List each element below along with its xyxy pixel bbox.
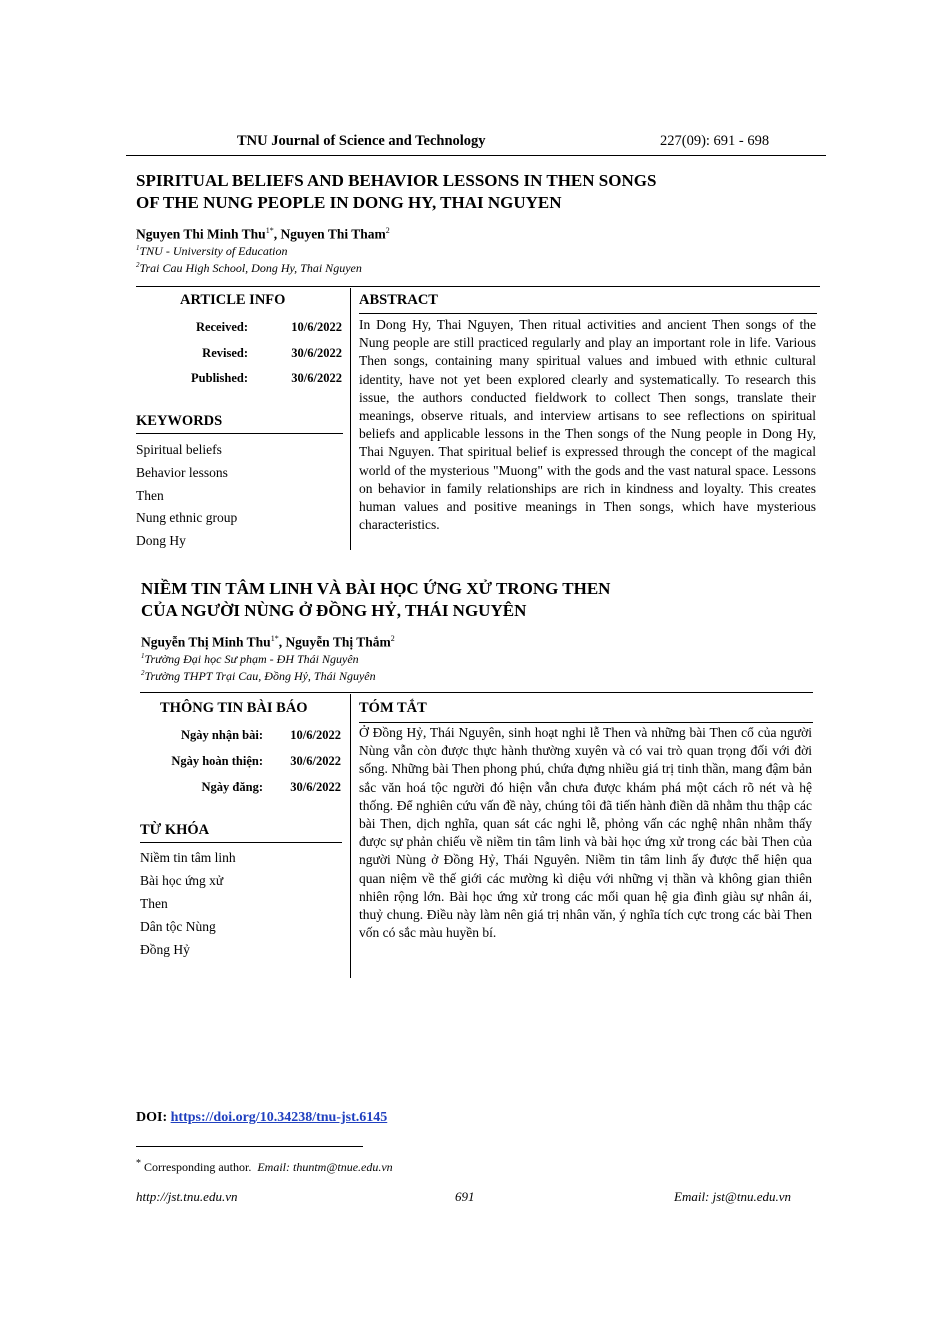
affil-1-text: TNU - University of Education (139, 244, 288, 258)
keyword-item: Spiritual beliefs (136, 442, 222, 457)
date-label: Published: (191, 371, 248, 385)
vietnamese-title-line2: CỦA NGƯỜI NÙNG Ở ĐỒNG HỶ, THÁI NGUYÊN (141, 601, 527, 620)
date-label: Revised: (202, 346, 248, 360)
english-keywords-heading: KEYWORDS (136, 413, 223, 429)
vietnamese-title-line1: NIỀM TIN TÂM LINH VÀ BÀI HỌC ỨNG XỬ TRONG THEN (141, 579, 611, 598)
footer-page-number: 691 (455, 1189, 475, 1204)
date-value: 30/6/2022 (291, 371, 342, 385)
vietnamese-article-info-heading: THÔNG TIN BÀI BÁO (160, 700, 308, 716)
footnote-symbol: * (136, 1158, 141, 1169)
vietnamese-date-published (140, 780, 341, 796)
doi-line (136, 1110, 387, 1126)
affil-2-text: Trường THPT Trại Cau, Đồng Hỷ, Thái Nguyên (144, 669, 376, 683)
vietnamese-affiliation-1 (141, 652, 359, 667)
corresponding-author-note (136, 1158, 393, 1175)
journal-name: TNU Journal of Science and Technology (237, 133, 486, 149)
english-affiliation-1 (136, 244, 287, 259)
keyword-item: Then (140, 896, 168, 911)
author-2-sup: 2 (385, 226, 390, 235)
keyword-item: Nung ethnic group (136, 510, 238, 525)
footer-email: Email: jst@tnu.edu.vn (674, 1189, 792, 1204)
doi-link[interactable]: https://doi.org/10.34238/tnu-jst.6145 (170, 1110, 388, 1125)
vietnamese-column-divider (350, 694, 351, 978)
vietnamese-keywords-rule (140, 842, 342, 843)
affil-2-text: Trai Cau High School, Dong Hy, Thai Nguyen (139, 261, 362, 275)
date-value: 10/6/2022 (290, 728, 341, 742)
author-separator: , (278, 634, 286, 650)
author-2-sup: 2 (390, 634, 395, 643)
vietnamese-date-received (140, 728, 341, 744)
author-separator: , (273, 226, 281, 242)
affil-1-sup: 1 (136, 244, 140, 252)
footnote-email: Email: thuntm@tnue.edu.vn (257, 1160, 393, 1174)
keyword-item: Then (136, 488, 164, 503)
vietnamese-abstract-text: Ở Đồng Hỷ, Thái Nguyên, sinh hoạt nghi lễ Then và những bài Then cổ của người Nùng vẫn còn được thực hành thường xuyên và có vai trò quan trọng đối với đời sống. Những bài Then phong phú, chứa đựng nhiều giá trị tinh thần, mang đậm bản sắc văn hoá tộc người đó hiện vẫn chưa được khám phá một cách rõ nét và hệ thống. Để nghiên cứu vấn đề này, chúng tôi đã tiến hành điền dã nhằm thu thập các bài Then, dịch nghĩa, quan sát các nghi lễ, phỏng vấn các nghệ nhân nhằm thấy được sự phản chiếu về niềm tin tâm linh và bài học ứng xử trong các bài Then của người Nùng ở Đồng Hỷ, Thái Nguyên. Niềm tin tâm linh ấy được thể hiện qua quan niệm về thế giới các mường kì diệu với những vị thần và không gian thiên nhiên rộng lớn. Bài học ứng xử trong các mối quan hệ gia đình giàu sự nhân ái, thuỷ chung. Điều này làm nên giá trị nhân văn, ý nghĩa tích cực trong các bài Then vốn có sắc màu huyền bí. (359, 725, 812, 941)
affil-1-text: Trường Đại học Sư phạm - ĐH Thái Nguyên (144, 652, 359, 666)
date-label: Received: (195, 320, 248, 334)
vietnamese-date-revised (140, 754, 341, 770)
vietnamese-authors (141, 634, 395, 651)
keyword-item: Bài học ứng xử (140, 873, 224, 888)
header-rule (126, 155, 826, 156)
volume-pages: 227(09): 691 - 698 (660, 133, 770, 149)
english-column-divider (350, 288, 351, 550)
author-2: Nguyễn Thị Thắm (285, 634, 391, 650)
date-label: Ngày đăng: (201, 780, 263, 794)
date-value: 30/6/2022 (290, 754, 341, 768)
english-title (136, 170, 816, 214)
english-affiliation-2 (136, 261, 362, 276)
vietnamese-title (141, 578, 821, 622)
english-abstract-heading: ABSTRACT (359, 292, 438, 308)
keyword-item: Behavior lessons (136, 465, 228, 480)
keyword-item: Đồng Hỷ (140, 942, 190, 957)
english-abstract-text: In Dong Hy, Thai Nguyen, Then ritual activities and ancient Then songs of the Nung people are still practiced regularly and play an important role in life. Various Then songs, containing many spiritual values and imbued with ethnic cultural identity, have not yet been explored clearly and systematically. To research this issue, the authors conducted fieldwork to collect Then songs, translate their meanings, observe rituals, and interview artisans to see reflections on spiritual beliefs and applicable lessons in the Then songs of the Nung people in Dong Hy, Thai Nguyen. That spiritual belief is expressed through the concept of the magical world of the mysterious "Muong" with the gods and the vast natural space. Lessons on behavior in family relationships are rich in kindness and loyalty. This creates human values and positive meanings in Then songs, which have mysterious characteristics. (359, 317, 816, 533)
english-keywords-rule (136, 433, 343, 434)
english-title-line1: SPIRITUAL BELIEFS AND BEHAVIOR LESSONS IN THEN SONGS (136, 171, 657, 190)
english-date-published (136, 371, 342, 387)
date-label: Ngày nhận bài: (181, 728, 263, 742)
english-date-received (136, 320, 342, 336)
keyword-item: Dong Hy (136, 533, 186, 548)
keyword-item: Dân tộc Nùng (140, 919, 216, 934)
author-1-sup: 1* (270, 634, 279, 643)
affil-1-sup: 1 (141, 652, 145, 660)
footnote-rule (136, 1146, 363, 1147)
english-authors (136, 226, 390, 243)
date-label: Ngày hoàn thiện: (171, 754, 263, 768)
english-abstract-rule (359, 313, 817, 314)
english-date-revised (136, 346, 342, 362)
vietnamese-affiliation-2 (141, 669, 376, 684)
author-1: Nguyễn Thị Minh Thu (141, 634, 271, 650)
author-1: Nguyen Thi Minh Thu (136, 226, 266, 242)
doi-label: DOI: (136, 1110, 171, 1125)
english-info-top-rule (136, 286, 820, 287)
date-value: 10/6/2022 (291, 320, 342, 334)
author-1-sup: 1* (265, 226, 274, 235)
footer-website: http://jst.tnu.edu.vn (136, 1189, 238, 1204)
affil-2-sup: 2 (141, 669, 145, 677)
footnote-text: Corresponding author. (144, 1160, 252, 1174)
affil-2-sup: 2 (136, 261, 140, 269)
vietnamese-abstract-rule (359, 722, 813, 723)
vietnamese-keywords-heading: TỪ KHÓA (140, 822, 210, 838)
english-title-line2: OF THE NUNG PEOPLE IN DONG HY, THAI NGUYEN (136, 193, 562, 212)
date-value: 30/6/2022 (291, 346, 342, 360)
vietnamese-info-top-rule (140, 692, 813, 693)
keyword-item: Niềm tin tâm linh (140, 850, 236, 865)
date-value: 30/6/2022 (290, 780, 341, 794)
english-article-info-heading: ARTICLE INFO (180, 292, 286, 308)
author-2: Nguyen Thi Tham (280, 226, 386, 242)
vietnamese-abstract-heading: TÓM TẮT (359, 700, 427, 716)
